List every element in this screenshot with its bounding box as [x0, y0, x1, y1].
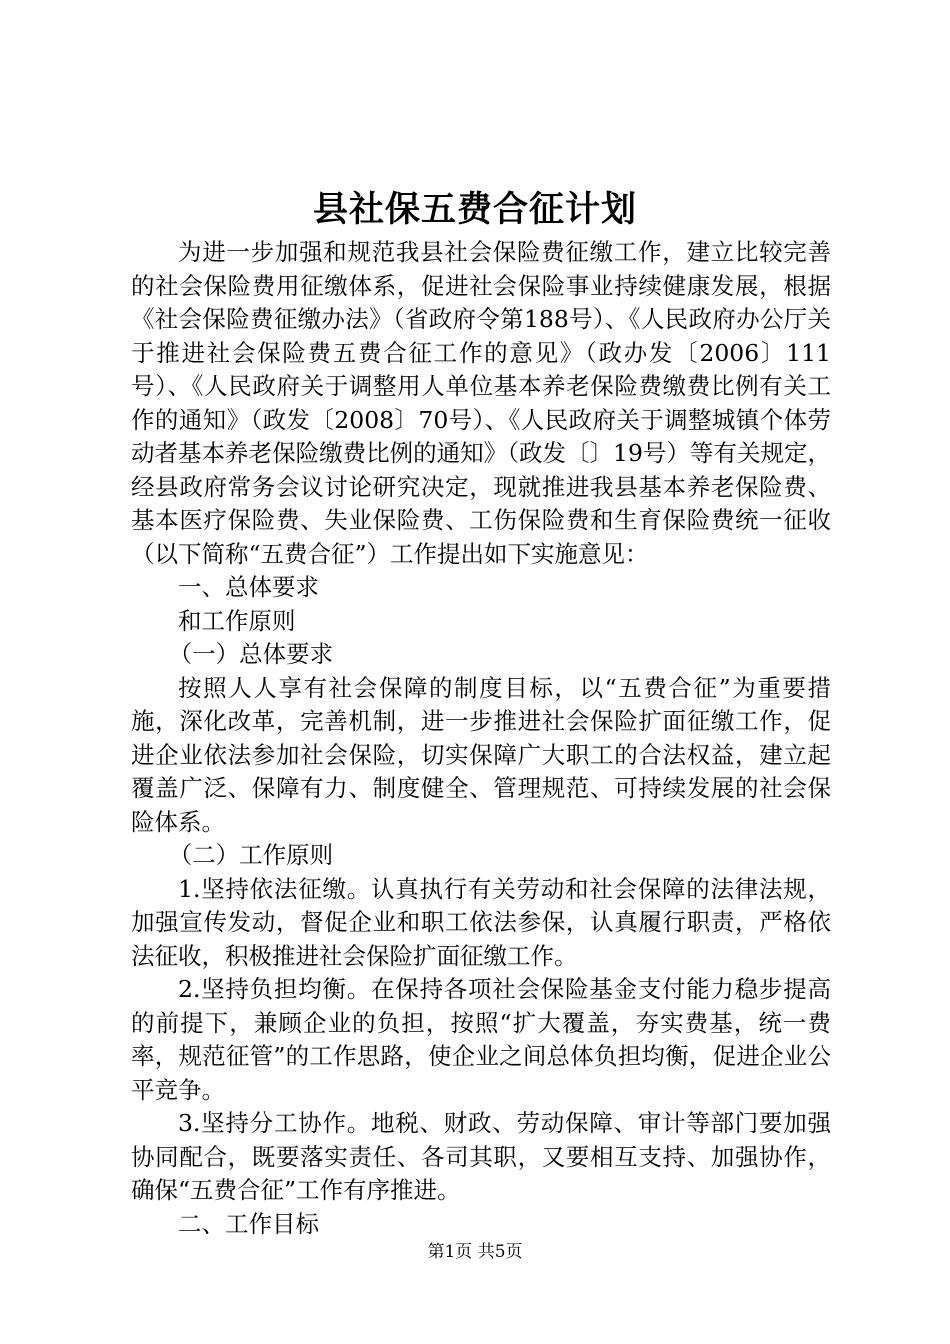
- section-heading-1: 一、总体要求: [178, 573, 319, 601]
- subsection-heading-2: （二）工作原则: [168, 841, 334, 869]
- section-heading-2: 二、工作目标: [178, 1209, 319, 1238]
- document-title: 县社保五费合征计划: [312, 189, 637, 230]
- subsection-heading-1: （一）总体要求: [168, 640, 334, 668]
- principle-item-1: 1.坚持依法征缴。认真执行有关劳动和社会保障的法律法规，加强宣传发动，督促企业和职工依法参保，认真履行职责，严格依法征收，积极推进社会保险扩面征缴工作。: [131, 874, 831, 970]
- principle-item-2: 2.坚持负担均衡。在保持各项社会保险基金支付能力稳步提高的前提下，兼顾企业的负担，按照“扩大覆盖，夯实费基，统一费率，规范征管”的工作思路，使企业之间总体负担均衡，促进企业公平竞争。: [131, 975, 831, 1104]
- intro-paragraph: 为进一步加强和规范我县社会保险费征缴工作，建立比较完善的社会保险费用征缴体系，促进社会保险事业持续健康发展，根据《社会保险费征缴办法》（省政府令第188号）、《人民政府办公厅关于推进社会保险费五费合征工作的意见》（政办发〔2006〕111号）、《人民政府关于调整用人单位基本养老保险费缴费比例有关工作的通知》（政发〔2008〕70号）、《人民政府关于调整城镇个体劳动者基本养老保险缴费比例的通知》（政发〔〕19号）等有关规定，经县政府常务会议讨论研究决定，现就推进我县基本养老保险费、基本医疗保险费、失业保险费、工伤保险费和生育保险费统一征收（以下简称“五费合征”）工作提出如下实施意见：: [131, 238, 831, 568]
- document-body: [131, 236, 831, 1241]
- page-footer: 第1页 共5页: [427, 1242, 523, 1262]
- section-heading-1-cont: 和工作原则: [178, 606, 296, 635]
- body-paragraph: 按照人人享有社会保障的制度目标，以“五费合征”为重要措施，深化改革，完善机制，进一步推进社会保险扩面征缴工作，促进企业依法参加社会保险，切实保障广大职工的合法权益，建立起覆盖广泛、保障有力、制度健全、管理规范、可持续发展的社会保险体系。: [131, 673, 831, 836]
- principle-item-3: 3.坚持分工协作。地税、财政、劳动保障、审计等部门要加强协同配合，既要落实责任、各司其职，又要相互支持、加强协作，确保“五费合征”工作有序推进。: [131, 1109, 831, 1204]
